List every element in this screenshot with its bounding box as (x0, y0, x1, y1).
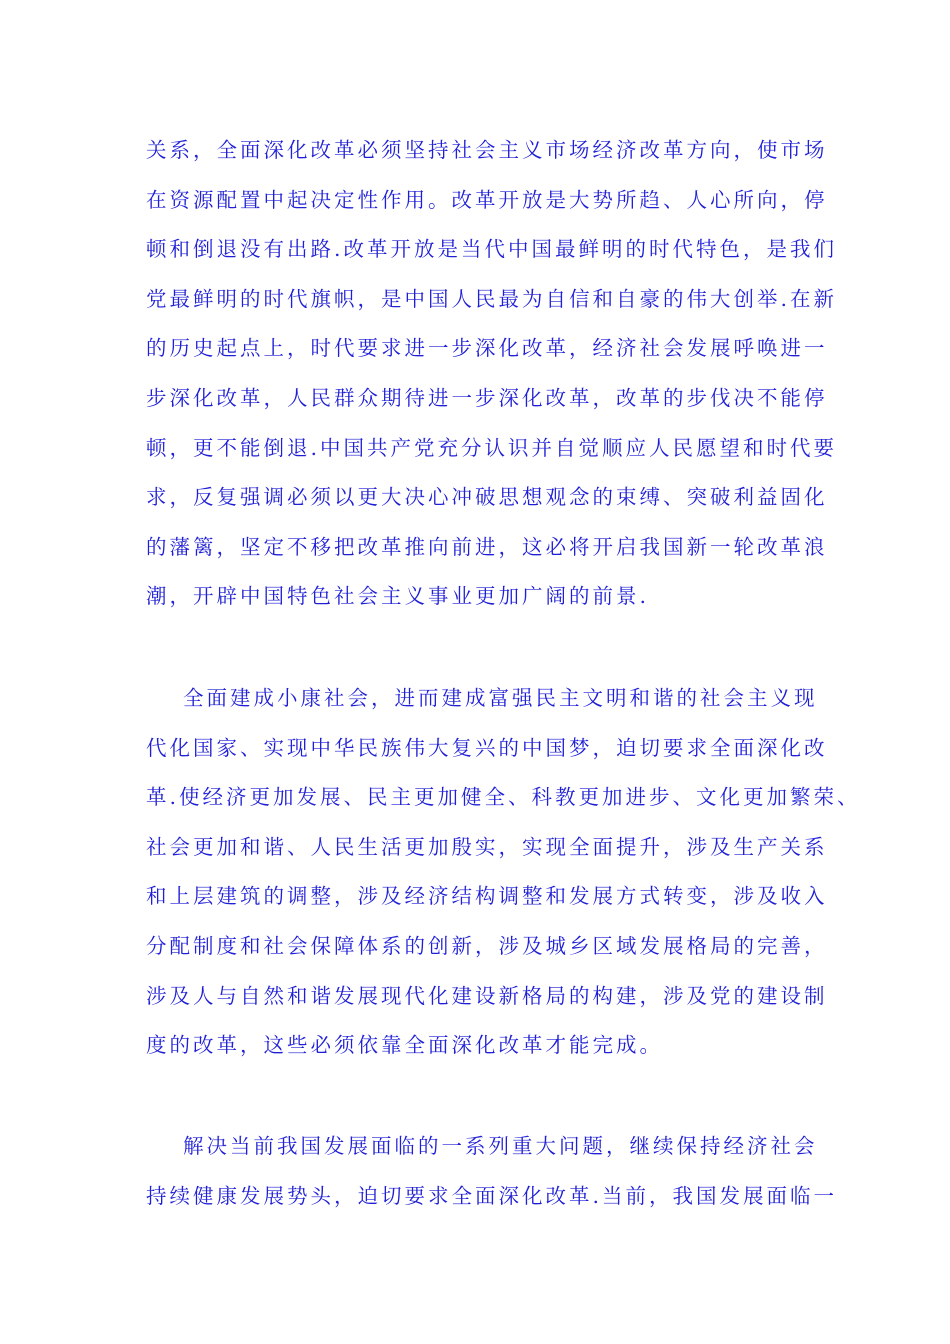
text-line-first: 解决当前我国发展面临的一系列重大问题，继续保持经济社会 (183, 1134, 818, 1158)
text-line: 革.使经济更加发展、民主更加健全、科教更加进步、文化更加繁荣、 (146, 785, 861, 810)
paragraph-3 (146, 1122, 838, 1221)
text-line-first: 全面建成小康社会，进而建成富强民主文明和谐的社会主义现 (183, 686, 818, 710)
text-line: 代化国家、实现中华民族伟大复兴的中国梦，迫切要求全面深化改 (146, 735, 828, 760)
text-line: 顿和倒退没有出路.改革开放是当代中国最鲜明的时代特色，是我们 (146, 237, 838, 262)
paragraph-2 (146, 674, 861, 1071)
text-line: 求，反复强调必须以更大决心冲破思想观念的束缚、突破利益固化 (146, 485, 828, 510)
text-line: 步深化改革，人民群众期待进一步深化改革，改革的步伐决不能停 (146, 385, 828, 410)
text-line: 分配制度和社会保障体系的创新，涉及城乡区域发展格局的完善， (146, 933, 828, 958)
text-line: 和上层建筑的调整，涉及经济结构调整和发展方式转变，涉及收入 (146, 884, 828, 909)
text-line: 的历史起点上，时代要求进一步深化改革，经济社会发展呼唤进一 (146, 336, 828, 361)
text-line: 社会更加和谐、人民生活更加殷实，实现全面提升，涉及生产关系 (146, 834, 828, 859)
text-line: 在资源配置中起决定性作用。改革开放是大势所趋、人心所向，停 (146, 187, 828, 212)
text-line: 顿，更不能倒退.中国共产党充分认识并自觉顺应人民愿望和时代要 (146, 435, 838, 460)
text-line: 潮，开辟中国特色社会主义事业更加广阔的前景. (146, 584, 650, 609)
text-line: 的藩篱，坚定不移把改革推向前进，这必将开启我国新一轮改革浪 (146, 534, 828, 559)
text-line: 党最鲜明的时代旗帜，是中国人民最为自信和自豪的伟大创举.在新 (146, 286, 838, 311)
text-line: 涉及人与自然和谐发展现代化建设新格局的构建，涉及党的建设制 (146, 983, 828, 1008)
text-line: 关系，全面深化改革必须坚持社会主义市场经济改革方向，使市场 (146, 138, 828, 162)
paragraph-1 (146, 126, 838, 622)
text-line: 持续健康发展势头，迫切要求全面深化改革.当前，我国发展面临一 (146, 1183, 838, 1208)
text-line: 度的改革，这些必须依靠全面深化改革才能完成。 (146, 1033, 663, 1058)
